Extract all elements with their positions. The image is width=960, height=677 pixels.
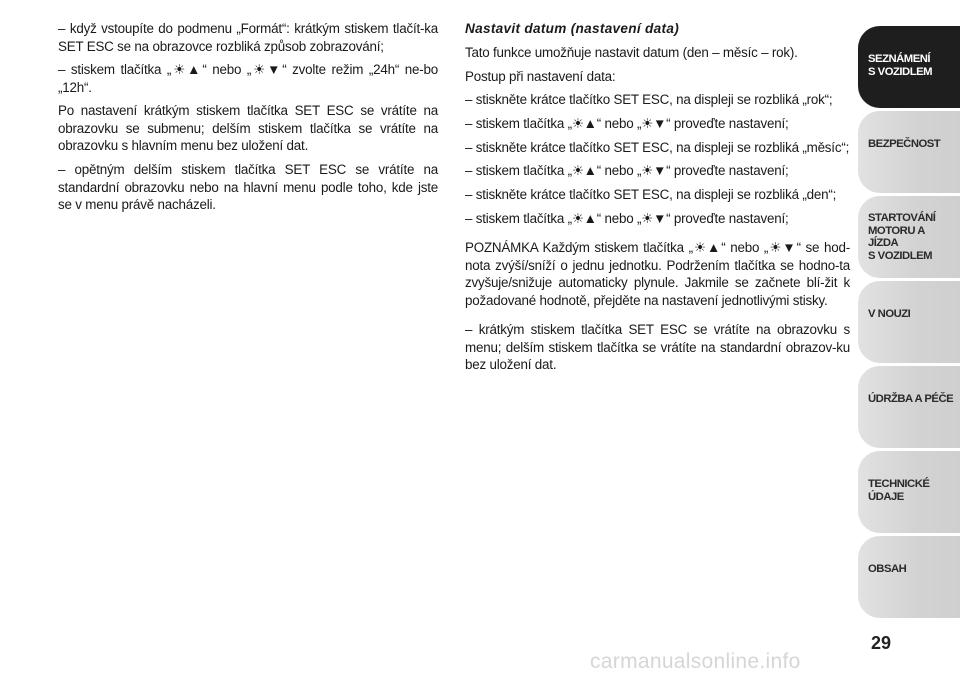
tab-obsah[interactable]: OBSAH <box>858 536 960 618</box>
right-column <box>465 20 850 380</box>
paragraph-return-standard: – opětným delším stiskem tlačítka SET ESC se vrátíte na standardní obrazovku nebo na hlavní menu podle toho, kde jste se v menu právě nacházeli. <box>58 162 438 213</box>
step-item: – stiskem tlačítka „☀▲“ nebo „☀▼“ proveďte nastavení; <box>465 210 789 226</box>
page-number: 29 <box>871 633 892 653</box>
step-item: – stiskněte krátce tlačítko SET ESC, na displeji se rozbliká „měsíc“; <box>465 139 850 155</box>
tab-technicke-udaje[interactable]: TECHNICKÉ ÚDAJE <box>858 451 960 533</box>
procedure-intro: Postup při nastavení data: <box>465 68 616 84</box>
tab-bezpecnost[interactable]: BEZPEČNOST <box>858 111 960 193</box>
paragraph-format-submenu: – když vstoupíte do podmenu „Formát“: krátkým stiskem tlačít-ka SET ESC se na obrazovce rozbliká způsob zobrazování; <box>58 21 438 54</box>
tab-seznameni[interactable]: SEZNÁMENÍ S VOZIDLEM <box>858 26 960 108</box>
step-item: – stiskněte krátce tlačítko SET ESC, na displeji se rozbliká „rok“; <box>465 92 833 108</box>
tab-v-nouzi[interactable]: V NOUZI <box>858 281 960 363</box>
section-heading: Nastavit datum (nastavení data) <box>465 21 680 36</box>
tab-startovani[interactable]: STARTOVÁNÍ MOTORU A JÍZDA S VOZIDLEM <box>858 196 960 278</box>
paragraph-return-submenu: Po nastavení krátkým stiskem tlačítka SET ESC se vrátíte na obrazovku se submenu; delším stiskem tlačítka se vrátíte na obrazovku s hlavním menu bez uložení dat. <box>58 103 438 154</box>
tab-udrzba[interactable]: ÚDRŽBA A PÉČE <box>858 366 960 448</box>
left-column <box>58 20 438 220</box>
final-paragraph: – krátkým stiskem tlačítka SET ESC se vrátíte na obrazovku s menu; delším stiskem tlačítka se vrátíte na standardní obrazov-ku bez uložení dat. <box>465 322 850 373</box>
intro-text: Tato funkce umožňuje nastavit datum (den – měsíc – rok). <box>465 45 798 60</box>
note-paragraph: POZNÁMKA Každým stiskem tlačítka „☀▲“ nebo „☀▼“ se hod-nota zvýší/sníží o jednu jednotku. Podržením tlačítka se hodno-ta zvyšuje/snižuje automaticky plynule. Jakmile se začnete blí-žit k požadované hodnotě, přejděte na nastavení jednotlivými stisky. <box>465 240 850 308</box>
paragraph-select-mode: – stiskem tlačítka „☀▲“ nebo „☀▼“ zvolte režim „24h“ ne-bo „12h“. <box>58 62 438 95</box>
watermark: carmanualsonline.info <box>590 650 801 673</box>
step-item: – stiskněte krátce tlačítko SET ESC, na displeji se rozbliká „den“; <box>465 187 837 203</box>
step-item: – stiskem tlačítka „☀▲“ nebo „☀▼“ proveďte nastavení; <box>465 116 789 132</box>
step-item: – stiskem tlačítka „☀▲“ nebo „☀▼“ proveďte nastavení; <box>465 163 789 179</box>
chapter-sidebar <box>858 26 960 621</box>
